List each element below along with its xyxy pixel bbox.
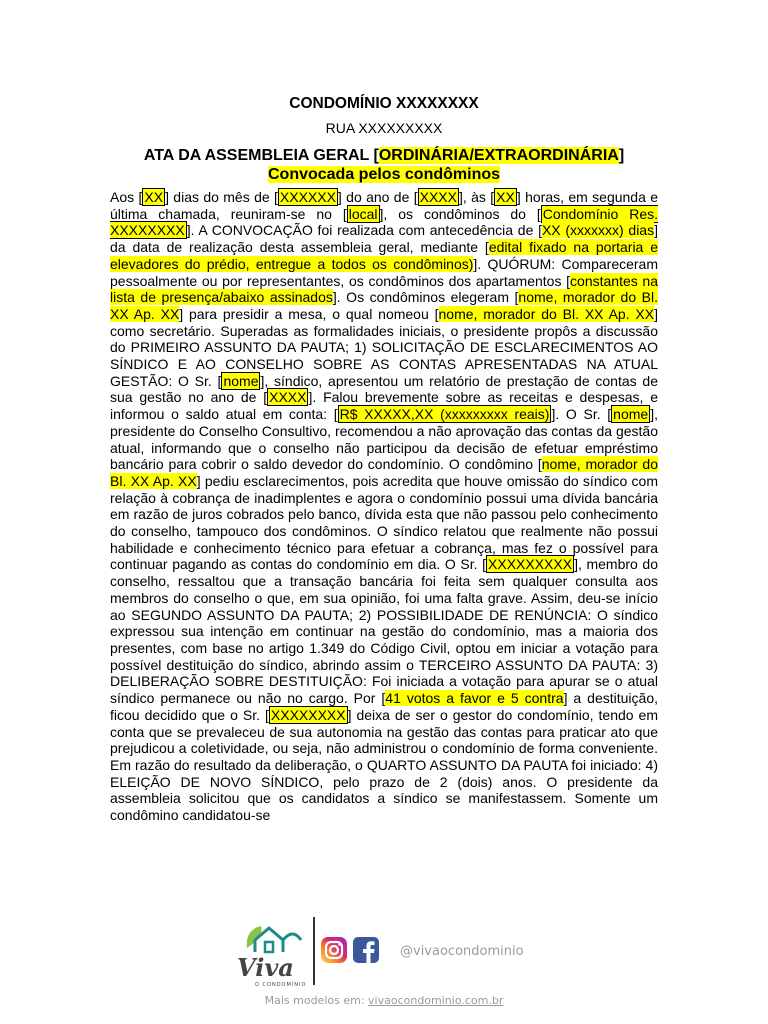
convocada-subtitle: Convocada pelos condôminos xyxy=(267,166,501,183)
ata-suffix: ] xyxy=(618,147,625,164)
more-models-line xyxy=(0,994,768,1007)
ata-type-highlight: ORDINÁRIA/EXTRAORDINÁRIA xyxy=(378,147,619,164)
body-text: Aos [ xyxy=(110,189,143,205)
footer-divider xyxy=(313,917,315,985)
body-text: ] a destituição, ficou decidido que o Sr. [ xyxy=(110,690,659,723)
body-text: ]. O Sr. [ xyxy=(551,406,612,423)
body-text: ] para presidir a mesa, o qual nomeou [ xyxy=(179,305,439,322)
body-text: ] deixa de ser o gestor do condomínio, tendo em conta que se prevaleceu de sua autonomia na gestão das contas para praticar ato que prejudicou a coletividade, ou seja, não administrou o condomínio de forma conveniente. Em razão do resultado da deliberação, o QUARTO ASSUNTO DA PAUTA foi iniciado: 4) ELEIÇÃO DE NOVO SÍNDICO, pelo prazo de 2 (dois) anos. O presidente da assembleia solicitou que os candidatos a síndico se manifestassem. Somente um condômino candidatou-se xyxy=(110,706,659,824)
body-text: ] como secretário. Superadas as formalidades iniciais, o presidente propôs a discussão do PRIMEIRO ASSUNTO DA PAUTA; 1) SOLICITAÇÃO DE ESCLARECIMENTOS AO SÍNDICO E AO CONSELHO SOBRE AS CONTAS APRESENTADAS NA ATUAL GESTÃO: O Sr. [ xyxy=(110,305,658,389)
highlighted-placeholder: nome, morador do Bl. XX Ap. XX xyxy=(438,305,655,322)
body-text: ]. Falou brevemente sobre as receitas e despesas, e informou o saldo atual em conta: [ xyxy=(110,389,658,423)
website-link[interactable]: vivaocondominio.com.br xyxy=(368,994,504,1007)
placeholder-field: local xyxy=(348,205,378,222)
svg-text:Viva: Viva xyxy=(237,953,294,982)
placeholder-field: nome xyxy=(613,406,649,423)
placeholder-field: Condomínio Res. XXXXXXXX xyxy=(110,205,658,239)
placeholder-field: XX xyxy=(496,189,515,205)
body-text: ]. A CONVOCAÇÃO foi realizada com antecedência de [ xyxy=(186,222,542,239)
social-handle: @vivaocondominio xyxy=(400,944,524,959)
highlighted-placeholder: nome, morador do Bl. XX Ap. XX xyxy=(110,456,658,489)
highlighted-placeholder: constantes na lista de presença/abaixo assinados xyxy=(110,272,659,306)
highlighted-placeholder: nome, morador do Bl. XX Ap. XX xyxy=(110,289,658,322)
facebook-icon[interactable] xyxy=(352,936,380,964)
document-title xyxy=(0,146,768,184)
body-text: ] do ano de [ xyxy=(337,189,418,205)
body-text: ] dias do mês de [ xyxy=(165,189,278,205)
body-text: ], síndico, apresentou um relatório de prestação de contas de sua gestão no ano de [ xyxy=(110,372,658,406)
body-text: ] da data de realização desta assembleia geral, mediante [ xyxy=(110,222,658,256)
ata-prefix: ATA DA ASSEMBLEIA GERAL [ xyxy=(143,147,379,164)
street-address: RUA XXXXXXXXX xyxy=(325,120,443,136)
placeholder-field: XXXX xyxy=(269,389,307,406)
body-text: ], presidente do Conselho Consultivo, recomendou a não aprovação das contas da gestão atual, informando que o conselho não participou da decisão de efetuar empréstimo bancário para cobrir o saldo devedor do condomínio. O condômino [ xyxy=(110,406,658,473)
minutes-paragraph xyxy=(110,189,658,824)
highlighted-placeholder: edital fixado na portaria e elevadores do prédio, entregue a todos os condôminos) xyxy=(110,239,659,272)
placeholder-field: nome xyxy=(223,372,259,389)
highlighted-placeholder: XX (xxxxxxx) dias xyxy=(541,222,655,239)
minutes-body xyxy=(110,189,658,824)
body-text: ] pediu esclarecimentos, pois acredita que houve omissão do síndico com relação à cobrança de inadimplentes e agora o condomínio possui uma dívida bancária em razão de juros cobrados pelo banco, dívida esta que não passou pelo conhecimento do conselho, tampouco dos condôminos. O síndico relatou que realmente não possui habilidade e conhecimento técnico para efetuar a cobrança, mas fez o possível para continuar pagando as contas do condomínio em dia. O Sr. [ xyxy=(110,472,658,573)
placeholder-field: XXXX xyxy=(419,189,457,205)
placeholder-field: XXXXXXXXX xyxy=(488,556,573,573)
body-text: ] horas, em segunda e última chamada, reuniram-se no [ xyxy=(110,189,659,222)
placeholder-field: XXXXXX xyxy=(279,189,336,205)
body-text: ]. Os condôminos elegeram [ xyxy=(332,289,519,306)
condominium-title: CONDOMÍNIO XXXXXXXX xyxy=(289,95,479,112)
svg-text:O CONDOMÍNIO: O CONDOMÍNIO xyxy=(255,982,307,988)
body-text: ], às [ xyxy=(458,189,495,205)
placeholder-field: XXXXXXXX xyxy=(270,706,346,723)
highlighted-placeholder: 41 votos a favor e 5 contra xyxy=(385,690,564,707)
body-text: ]. QUÓRUM: Compareceram pessoalmente ou por representantes, os condôminos dos apartamentos [ xyxy=(110,255,658,289)
viva-logo xyxy=(233,918,313,988)
body-text: ], membro do conselho, ressaltou que a transação bancária foi feita sem qualquer consulta aos membros do conselho o que, em sua opinião, foi uma falta grave. Assim, deu-se início ao SEGUNDO ASSUNTO DA PAUTA; 2) POSSIBILIDADE DE RENÚNCIA: O síndico expressou sua intenção em continuar na gestão do condomínio, mas a maioria dos presentes, com base no artigo 1.349 do Código Civil, optou em iniciar a votação para possível destituição do síndico, abrindo assim o TERCEIRO ASSUNTO DA PAUTA: 3) DELIBERAÇÃO SOBRE DESTITUIÇÃO: Foi iniciada a votação para apurar se o atual síndico permanece ou não no cargo. Por [ xyxy=(110,556,658,707)
more-models-label: Mais modelos em: xyxy=(264,994,369,1007)
placeholder-field: XX xyxy=(144,189,164,205)
instagram-icon[interactable] xyxy=(320,936,348,964)
placeholder-field: R$ XXXXX,XX (xxxxxxxxx reais) xyxy=(339,406,550,423)
body-text: ], os condôminos do [ xyxy=(379,205,541,222)
